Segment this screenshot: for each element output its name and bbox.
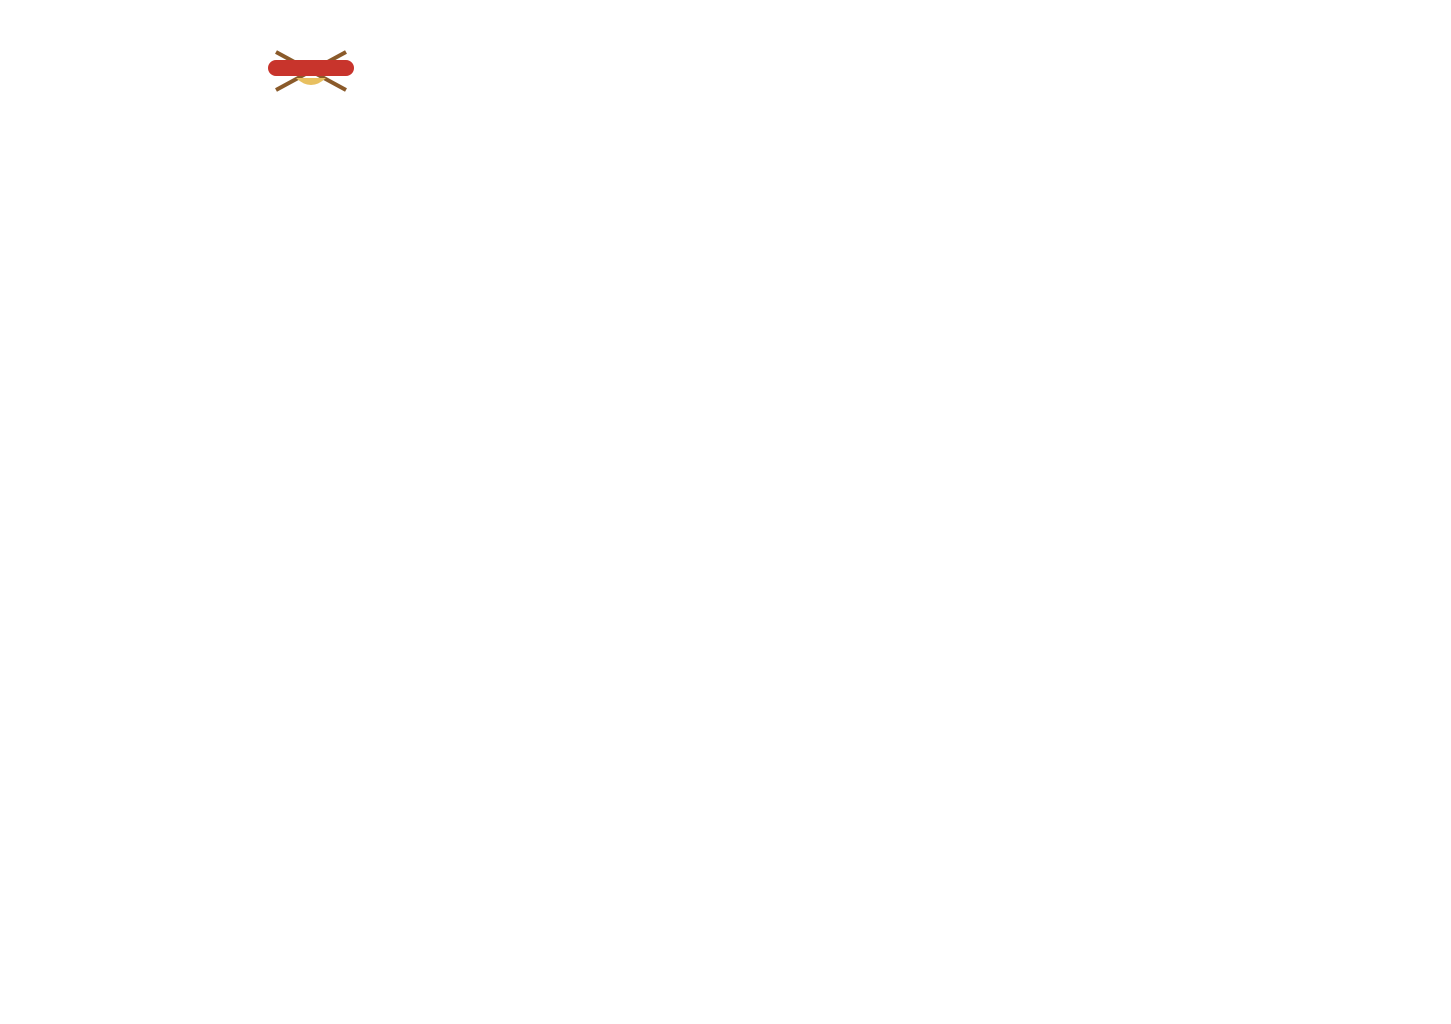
league-logo xyxy=(266,48,356,94)
logo-emblem-icon xyxy=(266,48,356,94)
